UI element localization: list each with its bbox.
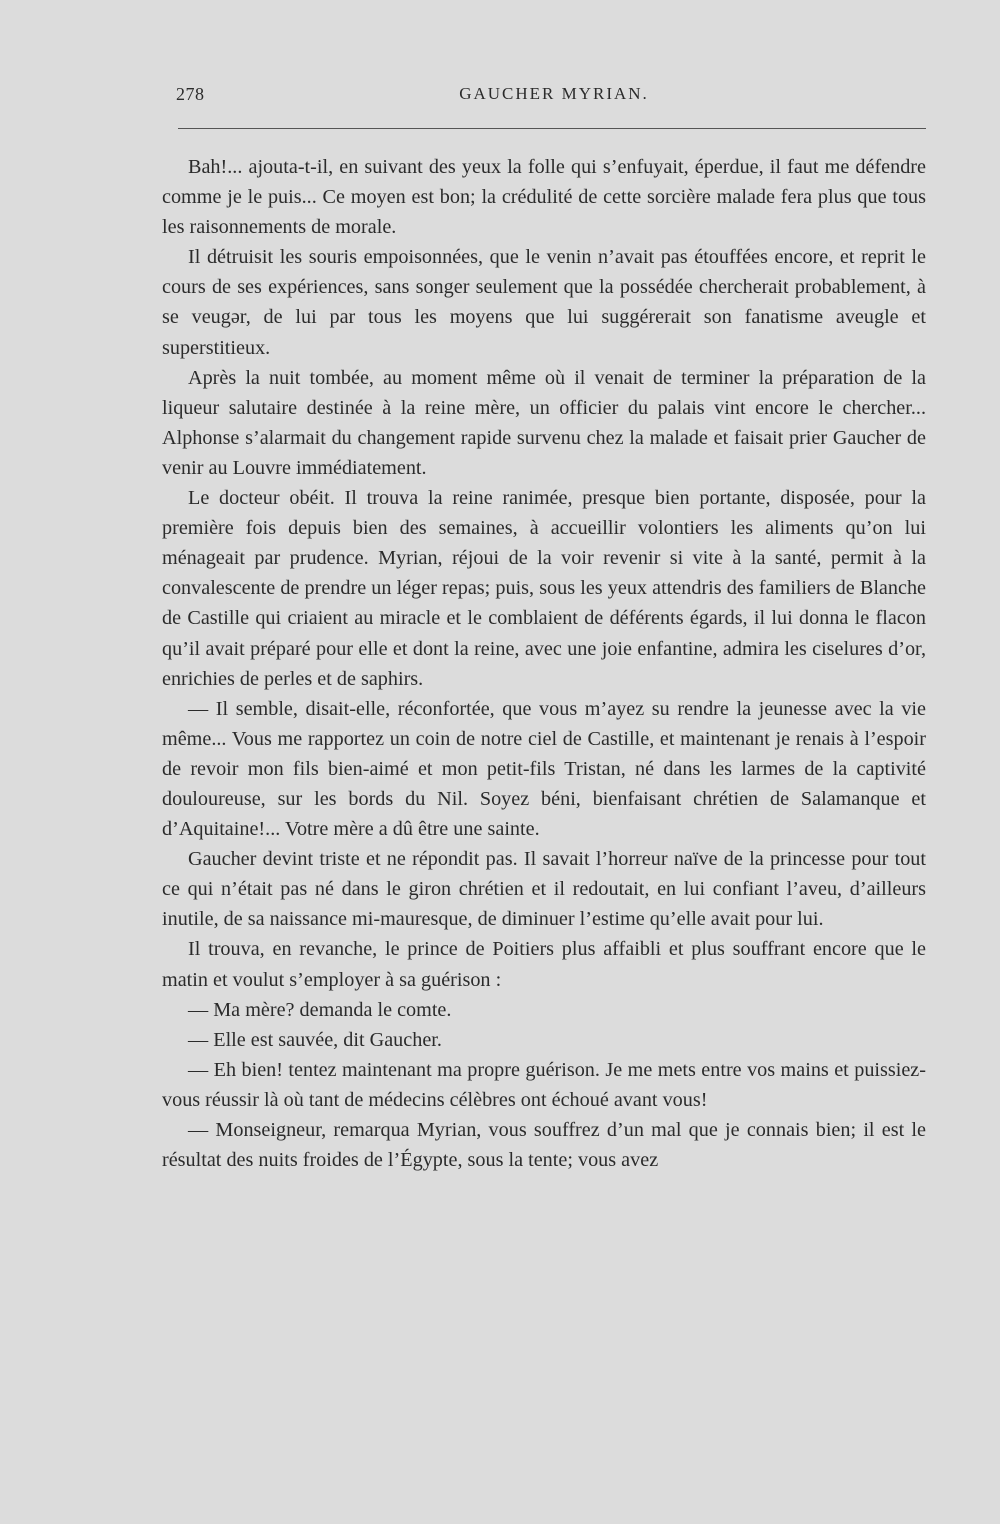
paragraph: Le docteur obéit. Il trouva la reine ranimée, presque bien portante, disposée, pour la première fois depuis bien des semaines, à accueillir volontiers les aliments qu’on lui ménageait par prudence. Myrian, réjoui de la voir revenir si vite à la santé, permit à la convalescente de prendre un léger repas; puis, sous les yeux attendris des familiers de Blanche de Castille qui criaient au miracle et le comblaient de déférents égards, il lui donna le flacon qu’il avait préparé pour elle et dont la reine, avec une joie enfantine, admira les ciselures d’or, enrichies de perles et de saphirs.	[162, 487, 926, 690]
running-title: GAUCHER MYRIAN.	[459, 84, 649, 103]
paragraph: — Ma mère? demanda le comte.	[188, 998, 452, 1021]
paragraph: — Elle est sauvée, dit Gaucher.	[188, 1028, 442, 1051]
paragraph: — Il semble, disait-elle, réconfortée, que vous m’ayez su rendre la jeunesse avec la vie même... Vous me rapportez un coin de notre ciel de Castille, et maintenant je renais à l’espoir de revoir mon fils bien-aimé et mon petit-fils Tristan, né dans les larmes de la captivité douloureuse, sur les bords du Nil. Soyez béni, bienfaisant chrétien de Salamanque et d’Aquitaine!... Votre mère a dû être une sainte.	[162, 697, 926, 841]
paragraph: — Monseigneur, remarqua Myrian, vous souffrez d’un mal que je connais bien; il est le résultat des nuits froides de l’Égypte, sous la tente; vous avez	[162, 1119, 926, 1172]
paragraph: Il détruisit les souris empoisonnées, que le venin n’avait pas étouffées encore, et reprit le cours de ses expériences, sans songer seulement que la possédée chercherait probablement, à se veugər, de lui par tous les moyens que lui suggérerait son fanatisme aveugle et superstitieux.	[162, 246, 926, 359]
paragraph: Gaucher devint triste et ne répondit pas. Il savait l’horreur naïve de la princesse pour tout ce qui n’était pas né dans le giron chrétien et il redoutait, en lui confiant l’aveu, d’ailleurs inutile, de sa naissance mi-mauresque, de diminuer l’estime qu’elle avait pour lui.	[162, 848, 926, 931]
paragraph: Après la nuit tombée, au moment même où il venait de terminer la préparation de la liqueur salutaire destinée à la reine mère, un officier du palais vint encore le chercher... Alphonse s’alarmait du changement rapide survenu chez la malade et faisait prier Gaucher de venir au Louvre immédiatement.	[162, 366, 926, 479]
paragraph: Bah!... ajouta-t-il, en suivant des yeux la folle qui s’enfuyait, éperdue, il faut me défendre comme je le puis... Ce moyen est bon; la crédulité de cette sorcière malade fera plus que tous les raisonnements de morale.	[162, 156, 926, 239]
page-number: 278	[176, 84, 205, 104]
paragraph: — Eh bien! tentez maintenant ma propre guérison. Je me mets entre vos mains et puissiez-vous réussir là où tant de médecins célèbres ont échoué avant vous!	[162, 1058, 926, 1111]
running-head	[176, 84, 928, 108]
body-text	[162, 152, 926, 1175]
paragraph: Il trouva, en revanche, le prince de Poitiers plus affaibli et plus souffrant encore que le matin et voulut s’employer à sa guérison :	[162, 938, 926, 991]
header-rule	[178, 128, 926, 129]
